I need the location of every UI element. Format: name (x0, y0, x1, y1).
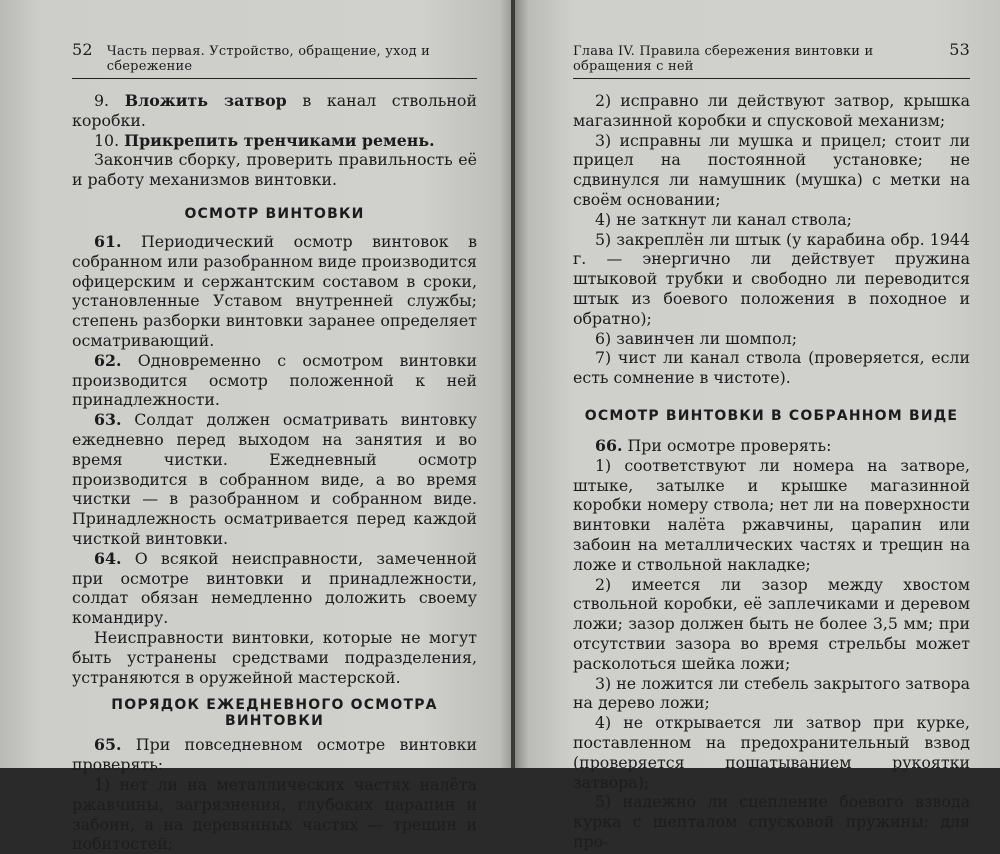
list1-item: 3) исправны ли мушка и прицел; стоит ли прицел на постоянной установке; не сдвинулся ли намушник (мушка) с метки на своём основании; (573, 130, 970, 209)
list1-item: 7) чист ли канал ствола (проверяется, если есть сомнение в чистоте). (573, 348, 970, 388)
para-62 (72, 351, 477, 410)
list2-item: 1) соответствуют ли номера на затворе, штыке, затылке и крышке магазинной коробки номеру ствола; нет ли на поверхности винтовки налёта ржавчины, царапин или забоин на металлических частях и трещин на ложе и ствольной накладке; (573, 455, 970, 574)
para-62-text: Одновременно с осмотром винтовки производится осмотр положенной к ней принадлежности. (72, 350, 477, 410)
step-9-number: 9. (94, 91, 110, 110)
right-page (515, 0, 1000, 851)
list2-item: 3) не ложится ли стебель закрытого затвора на дерево ложи; (573, 673, 970, 713)
step-10-bold: Прикрепить тренчиками ремень. (124, 130, 435, 150)
para-61-number: 61. (94, 231, 122, 251)
para-63 (72, 410, 477, 549)
closing-paragraph: Закончив сборку, проверить правильность её и работу механизмов винтовки. (72, 150, 477, 190)
left-page-number: 52 (72, 40, 93, 59)
heading-daily-inspection: ПОРЯДОК ЕЖЕДНЕВНОГО ОСМОТРА ВИНТОВКИ (111, 697, 438, 730)
step-10-number: 10. (94, 130, 120, 150)
right-page-number: 53 (949, 40, 970, 59)
step-9 (72, 91, 477, 131)
para-64-text: О всякой неисправности, замеченной при осмотре винтовки и принадлежности, солдат обязан немедленно доложить своему командиру. (72, 548, 477, 628)
list2-item: 2) имеется ли зазор между хвостом ствольной коробки, её заплечиками и деревом ложи; зазор должен быть не более 3,5 мм; при отсутствии зазора во время стрельбы может расколоться шейка ложи; (573, 574, 970, 673)
para-61 (72, 232, 477, 351)
right-running-head (573, 40, 970, 79)
list2-item: 4) не открывается ли затвор при курке, поставленном на предохранительный взвод (проверяется пошатыванием рукоятки затвора); (573, 713, 970, 792)
para-64-number: 64. (94, 548, 122, 568)
para-65-number: 65. (94, 735, 122, 755)
left-running-title: Часть первая. Устройство, обращение, уход и сбережение (106, 44, 431, 74)
para-65 (72, 735, 477, 775)
para-66 (573, 436, 970, 456)
list1-item: 6) завинчен ли шомпол; (595, 328, 798, 348)
list1-item: 2) исправно ли действуют затвор, крышка магазинной коробки и спусковой механизм; (573, 91, 970, 130)
list1-item: 5) закреплён ли штык (у карабина обр. 1944 г. — энергично ли действует пружина штыковой трубки и свободно ли переводится штык из боевого положения в походное и обратно); (573, 229, 970, 328)
heading-assembled-inspection: ОСМОТР ВИНТОВКИ В СОБРАННОМ ВИДЕ (584, 407, 959, 424)
right-running-title: Глава IV. Правила сбережения винтовки и обращения с ней (573, 44, 874, 74)
para-65-item-1: 1) нет ли на металлических частях налёта ржавчины, загрязнения, глубоких царапин и забоин, а на деревянных частях — трещин и побитостей; (72, 774, 477, 854)
step-9-rest: в канал ствольной коробки. (72, 91, 477, 130)
list1-item: 4) не заткнут ли канал ствола; (595, 209, 853, 229)
para-62-number: 62. (94, 350, 122, 370)
left-running-head (72, 40, 477, 79)
para-61-text: Периодический осмотр винтовок в собранном или разобранном виде производится офицерским и сержантским составом в сроки, установленные Уставом внутренней службы; степень разборки винтовки заранее определяет осматривающий. (72, 231, 477, 350)
list2-item: 5) надежно ли сцепление боевого взвода курка с шепталом спусковой пружины; для про- (573, 792, 970, 851)
para-66-text: При осмотре проверять: (622, 435, 832, 455)
para-66-number: 66. (595, 435, 623, 455)
para-63-text: Солдат должен осматривать винтовку ежедневно перед выходом на занятия и во время чистки. Ежедневный осмотр производится в собранном виде, а во время чистки — в разобранном и собранном виде. Принадлежность осматривается перед каждой чисткой винтовки. (72, 410, 477, 548)
para-64 (72, 549, 477, 628)
step-10 (72, 131, 477, 151)
heading-inspection: ОСМОТР ВИНТОВКИ (184, 205, 365, 222)
para-64b: Неисправности винтовки, которые не могут быть устранены средствами подразделения, устраняются в оружейной мастерской. (72, 627, 477, 687)
step-9-bold: Вложить затвор (124, 91, 287, 110)
para-63-number: 63. (94, 410, 122, 430)
para-65-text: При повседневном осмотре винтовки проверять: (72, 735, 477, 775)
